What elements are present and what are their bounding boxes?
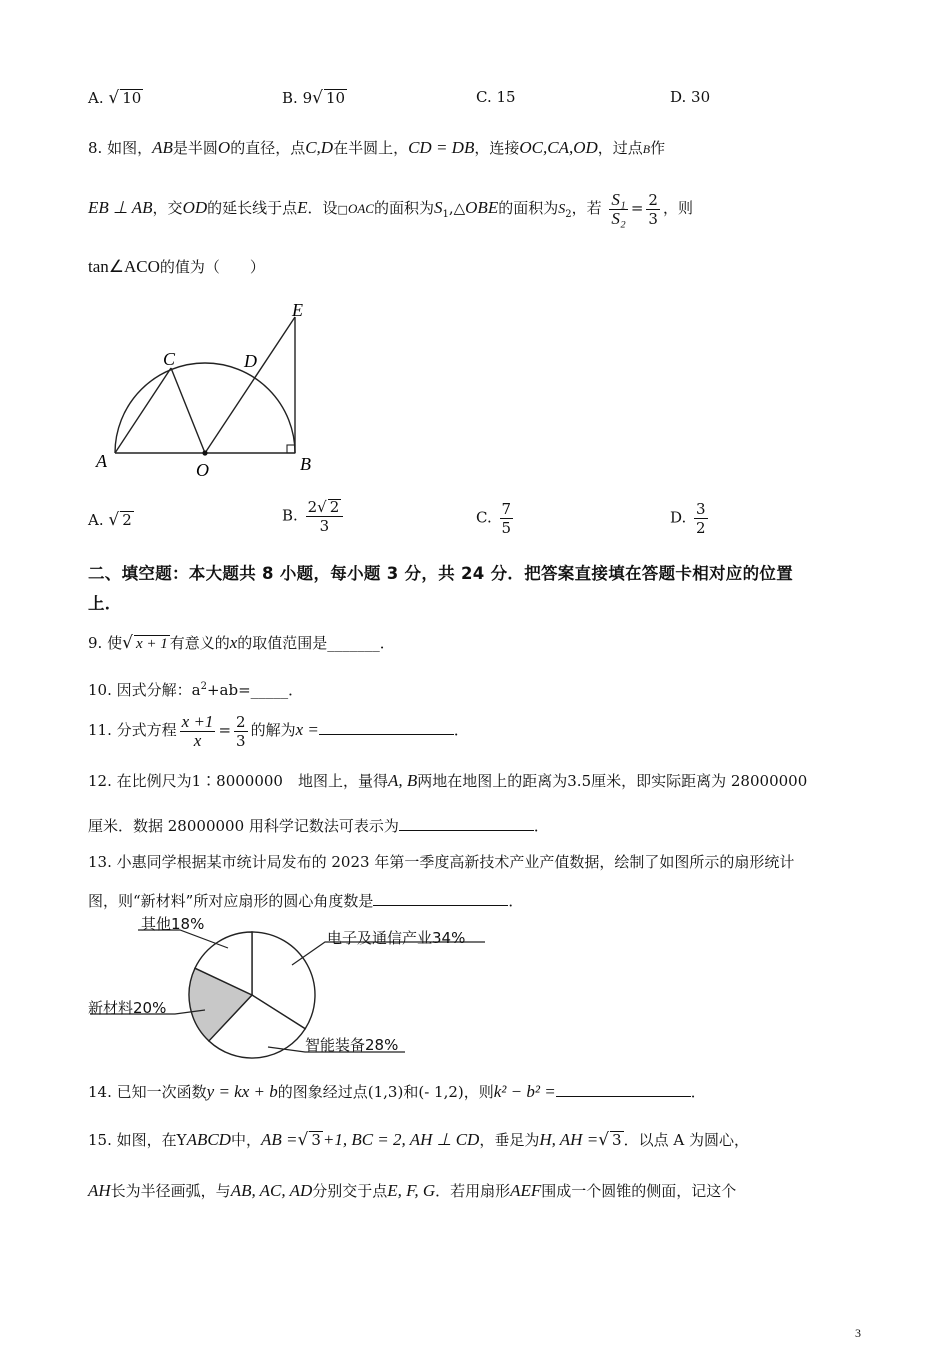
segment-ca (115, 368, 171, 453)
pie-label-other: 其他18% (141, 915, 205, 933)
q12-answer-blank[interactable] (399, 815, 534, 831)
q8-line-1: 8. 如图，AB是半圆O的直径，点C,D在半圆上，CD = DB，连接OC,CA,OD，过点B作 (88, 138, 666, 157)
label-c: C (163, 349, 176, 369)
q13-line-1: 13. 小惠同学根据某市统计局发布的 2023 年第一季度高新技术产业产值数据，绘制了如图所示的扇形统计 (88, 853, 795, 871)
q15-line-1: 15. 如图，在YABCD中，AB =√ 3 +1, BC = 2, AH ⊥ CD，垂足为H, AH =√ 3 ．以点 A 为圆心， (88, 1130, 749, 1150)
q11: 11. 分式方程 $\frac{x +1}{x}$ = $\frac{2}{3}$ 的解为x = ． (88, 711, 469, 750)
pie-label-electronics: 电子及通信产业34% (327, 929, 466, 947)
q8-geometry-figure (88, 295, 318, 485)
label-b: B (300, 454, 311, 474)
q9: 9. 使√ x + 1 有意义的x的取值范围是_______． (88, 633, 395, 653)
label-a: A (96, 451, 107, 471)
q8-option-b: B. $\frac{2√ 2}{3}$ (282, 498, 346, 535)
q7-option-a: A. √ 10 (88, 88, 142, 108)
q7-option-d: D. 30 (670, 88, 711, 106)
q13-answer-blank[interactable] (373, 890, 508, 906)
q14: 14. 已知一次函数y = kx + b的图象经过点(1,3)和(- 1,2)，则k² − b² = ． (88, 1082, 706, 1101)
q12-line-2: 厘米．数据 28000000 用科学记数法可表示为 ． (88, 817, 549, 835)
label-o: O (196, 460, 209, 480)
q13-line-2: 图，则“新材料”所对应扇形的圆心角度数是 ． (88, 892, 524, 910)
q11-answer-blank[interactable] (319, 719, 454, 735)
q8-option-a: A. √ 2 (88, 510, 132, 530)
q8-line-2: EB ⊥ AB，交OD的延长线于点E．设□OAC的面积为$S_1,\triangle OBE$的面积为$S_2$，若 $\frac{\text{S₁}}{\text{S₂}}$ = $\frac{2}{3}$ ，则 (88, 189, 693, 228)
pie-label-intelligent-equipment: 智能装备28% (305, 1036, 399, 1054)
center-point-o (202, 450, 207, 455)
pie-slices (189, 932, 315, 1058)
label-d: D (244, 351, 257, 371)
q8-line-3: tan∠ACO的值为（ ） (88, 257, 265, 276)
segment-oc (171, 368, 205, 453)
pie-label-new-materials: 新材料20% (88, 999, 167, 1017)
q8-option-c: C. $\frac{7}{5}$ (476, 500, 512, 537)
q7-option-b: B. 9√ 10 (282, 88, 346, 108)
q7-option-c: C. 15 (476, 88, 516, 106)
right-angle-mark (287, 445, 295, 453)
q15-line-2: AH长为半径画弧，与AB, AC, AD分别交于点E, F, G．若用扇形AEF围成一个圆锥的侧面，记这个 (88, 1181, 737, 1200)
q10: 10. 因式分解：$a^2+ab=\_\_\_\_\_$． (88, 681, 304, 699)
section-2-heading: 二、填空题：本大题共 8 小题，每小题 3 分，共 24 分．把答案直接填在答题卡相对应的位置 上． (88, 564, 793, 613)
page-number: 3 (855, 1326, 861, 1340)
segment-oe (205, 317, 295, 453)
q12-line-1: 12. 在比例尺为1∶8000000 地图上，量得A, B两地在地图上的距离为3.5厘米，即实际距离为 28000000 (88, 771, 808, 790)
q14-answer-blank[interactable] (556, 1081, 691, 1097)
q8-option-d: D. $\frac{3}{2}$ (670, 500, 706, 537)
semicircle-arc (115, 363, 295, 453)
label-e: E (292, 300, 303, 320)
